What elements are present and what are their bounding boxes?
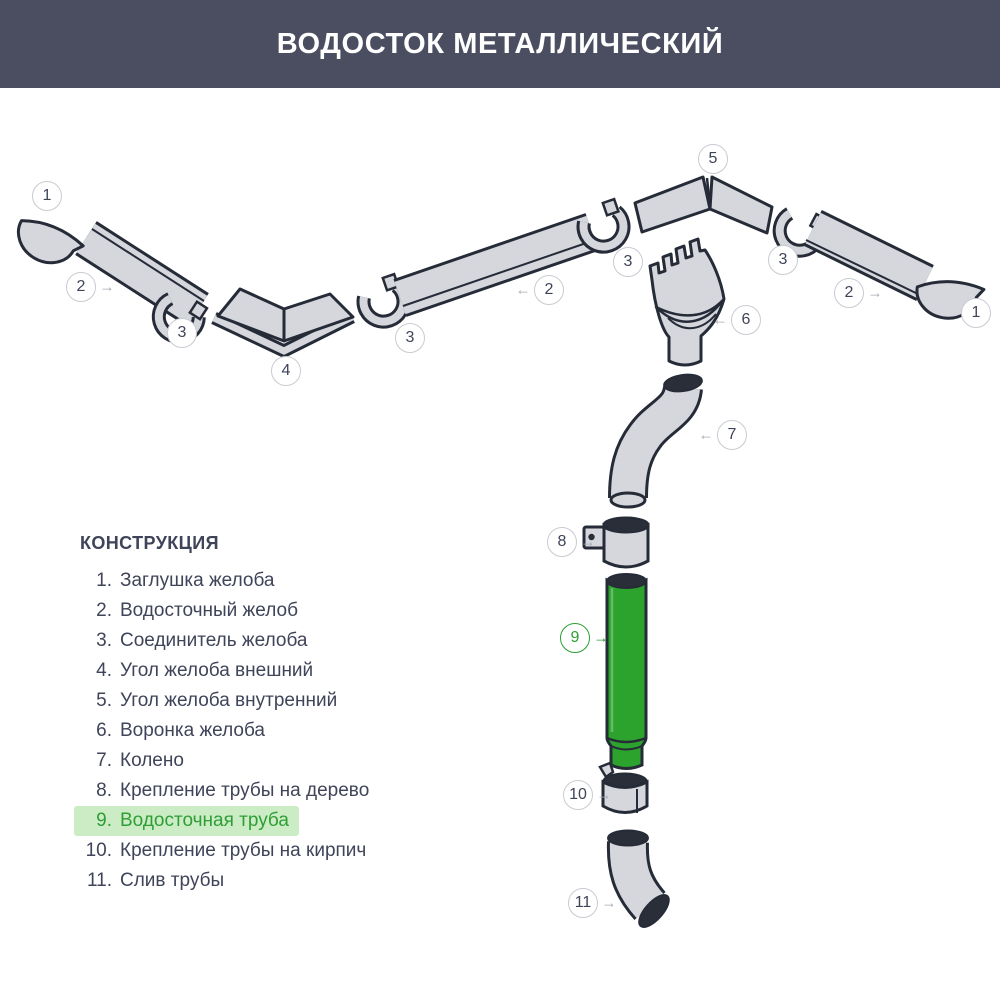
- part-end-cap-left: [9, 211, 85, 277]
- legend-item-7: [74, 746, 194, 776]
- legend-item-label: Крепление трубы на кирпич: [120, 840, 367, 861]
- legend-item-label: Воронка желоба: [120, 720, 265, 741]
- callout-5: 5: [698, 144, 728, 174]
- callout-9: 9: [560, 623, 590, 653]
- part-elbow: [611, 372, 703, 507]
- arrow-right-icon: →: [99, 278, 115, 296]
- part-connector-c: [577, 199, 629, 252]
- legend-item-label: Слив трубы: [120, 870, 225, 891]
- callout-4: 4: [271, 356, 301, 386]
- legend-item-4: [74, 656, 323, 686]
- legend-item-11: [74, 866, 234, 896]
- legend-item-6: [74, 716, 275, 746]
- legend-item-label: Крепление трубы на дерево: [120, 780, 370, 801]
- part-gutter-middle: [400, 232, 595, 306]
- legend-item-number: 11.: [86, 870, 112, 891]
- page-title: ВОДОСТОК МЕТАЛЛИЧЕСКИЙ: [276, 27, 724, 60]
- part-outlet: [608, 831, 674, 932]
- legend-item-number: 7.: [96, 750, 112, 771]
- arrow-right-icon: →: [593, 629, 609, 647]
- part-corner-outer: [214, 289, 353, 351]
- legend-item-label: Водосточная труба: [120, 810, 289, 831]
- legend-item-number: 4.: [96, 660, 112, 681]
- part-funnel: [650, 239, 724, 365]
- callout-10: 10: [563, 780, 593, 810]
- legend-item-number: 3.: [96, 630, 112, 651]
- legend-item-number: 5.: [96, 690, 112, 711]
- callout-1: 1: [32, 181, 62, 211]
- legend-item-8: [74, 776, 379, 806]
- callout-2: 2: [534, 275, 564, 305]
- legend-item-label: Угол желоба внешний: [120, 660, 314, 681]
- callout-1: 1: [961, 298, 991, 328]
- part-gutter-left: [86, 229, 204, 310]
- legend-item-label: Водосточный желоб: [120, 600, 298, 621]
- legend-item-2: [74, 596, 308, 626]
- part-downpipe: [607, 574, 646, 769]
- callout-3: 3: [768, 245, 798, 275]
- legend-item-5: [74, 686, 347, 716]
- part-gutter-right: [806, 228, 925, 295]
- callout-8: 8: [547, 527, 577, 557]
- legend-title: КОНСТРУКЦИЯ: [80, 533, 219, 553]
- legend-item-10: [74, 836, 376, 866]
- legend-item-3: [74, 626, 317, 656]
- legend-item-label: Угол желоба внутренний: [120, 690, 338, 711]
- legend-item-number: 2.: [96, 600, 112, 621]
- legend-item-number: 6.: [96, 720, 112, 741]
- callout-7: 7: [717, 420, 747, 450]
- arrow-right-icon: →: [596, 786, 612, 804]
- legend-item-1: [74, 566, 285, 596]
- arrow-left-icon: ←: [698, 426, 714, 444]
- legend-item-number: 10.: [85, 840, 112, 861]
- arrow-left-icon: ←: [712, 311, 728, 329]
- arrow-right-icon: →: [867, 284, 883, 302]
- arrow-right-icon: →: [601, 894, 617, 912]
- callout-6: 6: [731, 305, 761, 335]
- callout-2: 2: [66, 272, 96, 302]
- legend-item-label: Соединитель желоба: [120, 630, 308, 651]
- callout-3: 3: [395, 323, 425, 353]
- arrow-right-icon: →: [580, 533, 596, 551]
- legend-item-label: Заглушка желоба: [120, 570, 275, 591]
- legend-item-9: [74, 806, 299, 836]
- part-corner-inner: [635, 177, 772, 233]
- legend-items: [74, 566, 379, 896]
- legend-item-number: 1.: [96, 570, 112, 591]
- callout-3: 3: [613, 247, 643, 277]
- legend-item-number: 8.: [96, 780, 112, 801]
- legend-item-number: 9.: [96, 810, 112, 831]
- callout-11: 11: [568, 888, 598, 918]
- legend: [80, 533, 370, 891]
- legend-item-label: Колено: [120, 750, 184, 771]
- arrow-left-icon: ←: [515, 281, 531, 299]
- callout-3: 3: [167, 318, 197, 348]
- callout-2: 2: [834, 278, 864, 308]
